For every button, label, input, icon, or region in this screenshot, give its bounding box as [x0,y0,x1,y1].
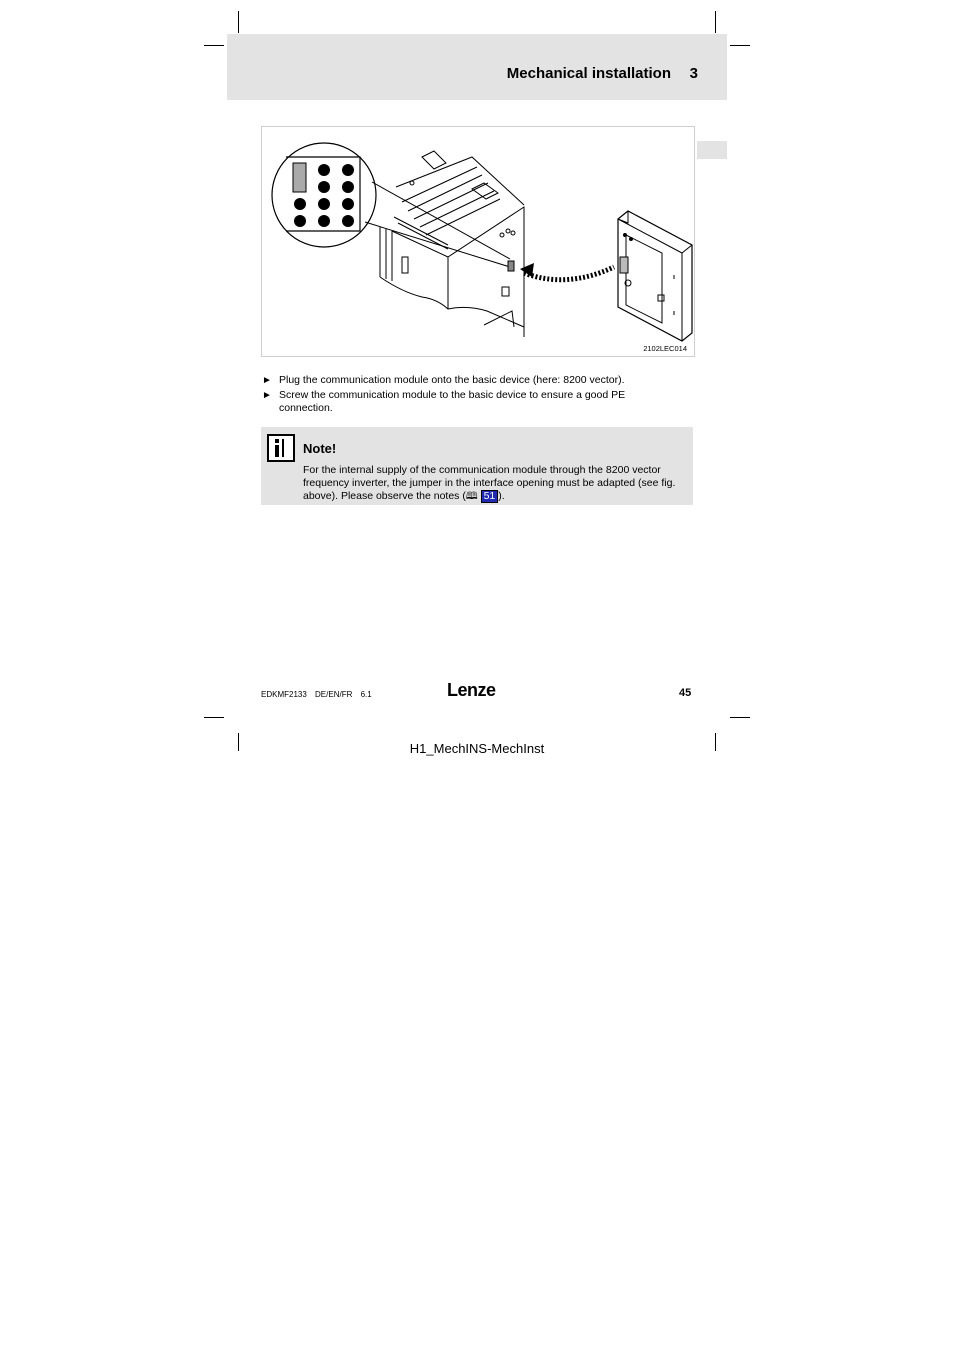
crop-mark [204,717,224,718]
note-title: Note! [303,441,337,456]
instruction-list [262,374,692,417]
note-body-end: ). [498,490,505,502]
doc-id: EDKMF2133 [261,690,307,699]
file-label: H1_MechINS-MechInst [409,741,545,756]
instruction-text: Screw the communication module to the basic device to ensure a good PE connection. [279,389,626,414]
page-number: 45 [679,687,692,699]
note-box [261,427,693,505]
doc-version: 6.1 [360,690,372,699]
installation-figure [261,126,695,357]
chapter-number: 3 [689,65,698,82]
doc-languages: DE/EN/FR [315,690,353,699]
info-icon [267,434,295,462]
footer-doc-info [261,690,378,699]
arrow-bullet-icon: ► [262,375,272,386]
page-reference-link[interactable]: 51 [481,490,499,503]
crop-mark [204,45,224,46]
crop-mark [730,717,750,718]
lenze-logo: Lenze [447,680,496,700]
crop-mark [238,11,239,33]
crop-mark [730,45,750,46]
list-item [262,389,649,415]
arrow-bullet-icon: ► [262,390,272,401]
installation-illustration [262,127,694,356]
header-band [227,34,727,100]
note-text [303,464,689,503]
note-body: For the internal supply of the communication module through the 8200 vector frequency inverter, the jumper in the interface opening must be adapted (see fig. above). Please observe the notes ( [303,464,676,502]
chapter-tab [697,141,727,159]
page-title: Mechanical installation [506,65,671,82]
crop-mark [715,11,716,33]
figure-code: 2102LEC014 [643,344,687,353]
list-item [262,374,692,387]
book-icon: 🕮 [465,491,478,502]
instruction-text: Plug the communication module onto the basic device (here: 8200 vector). [279,374,625,386]
